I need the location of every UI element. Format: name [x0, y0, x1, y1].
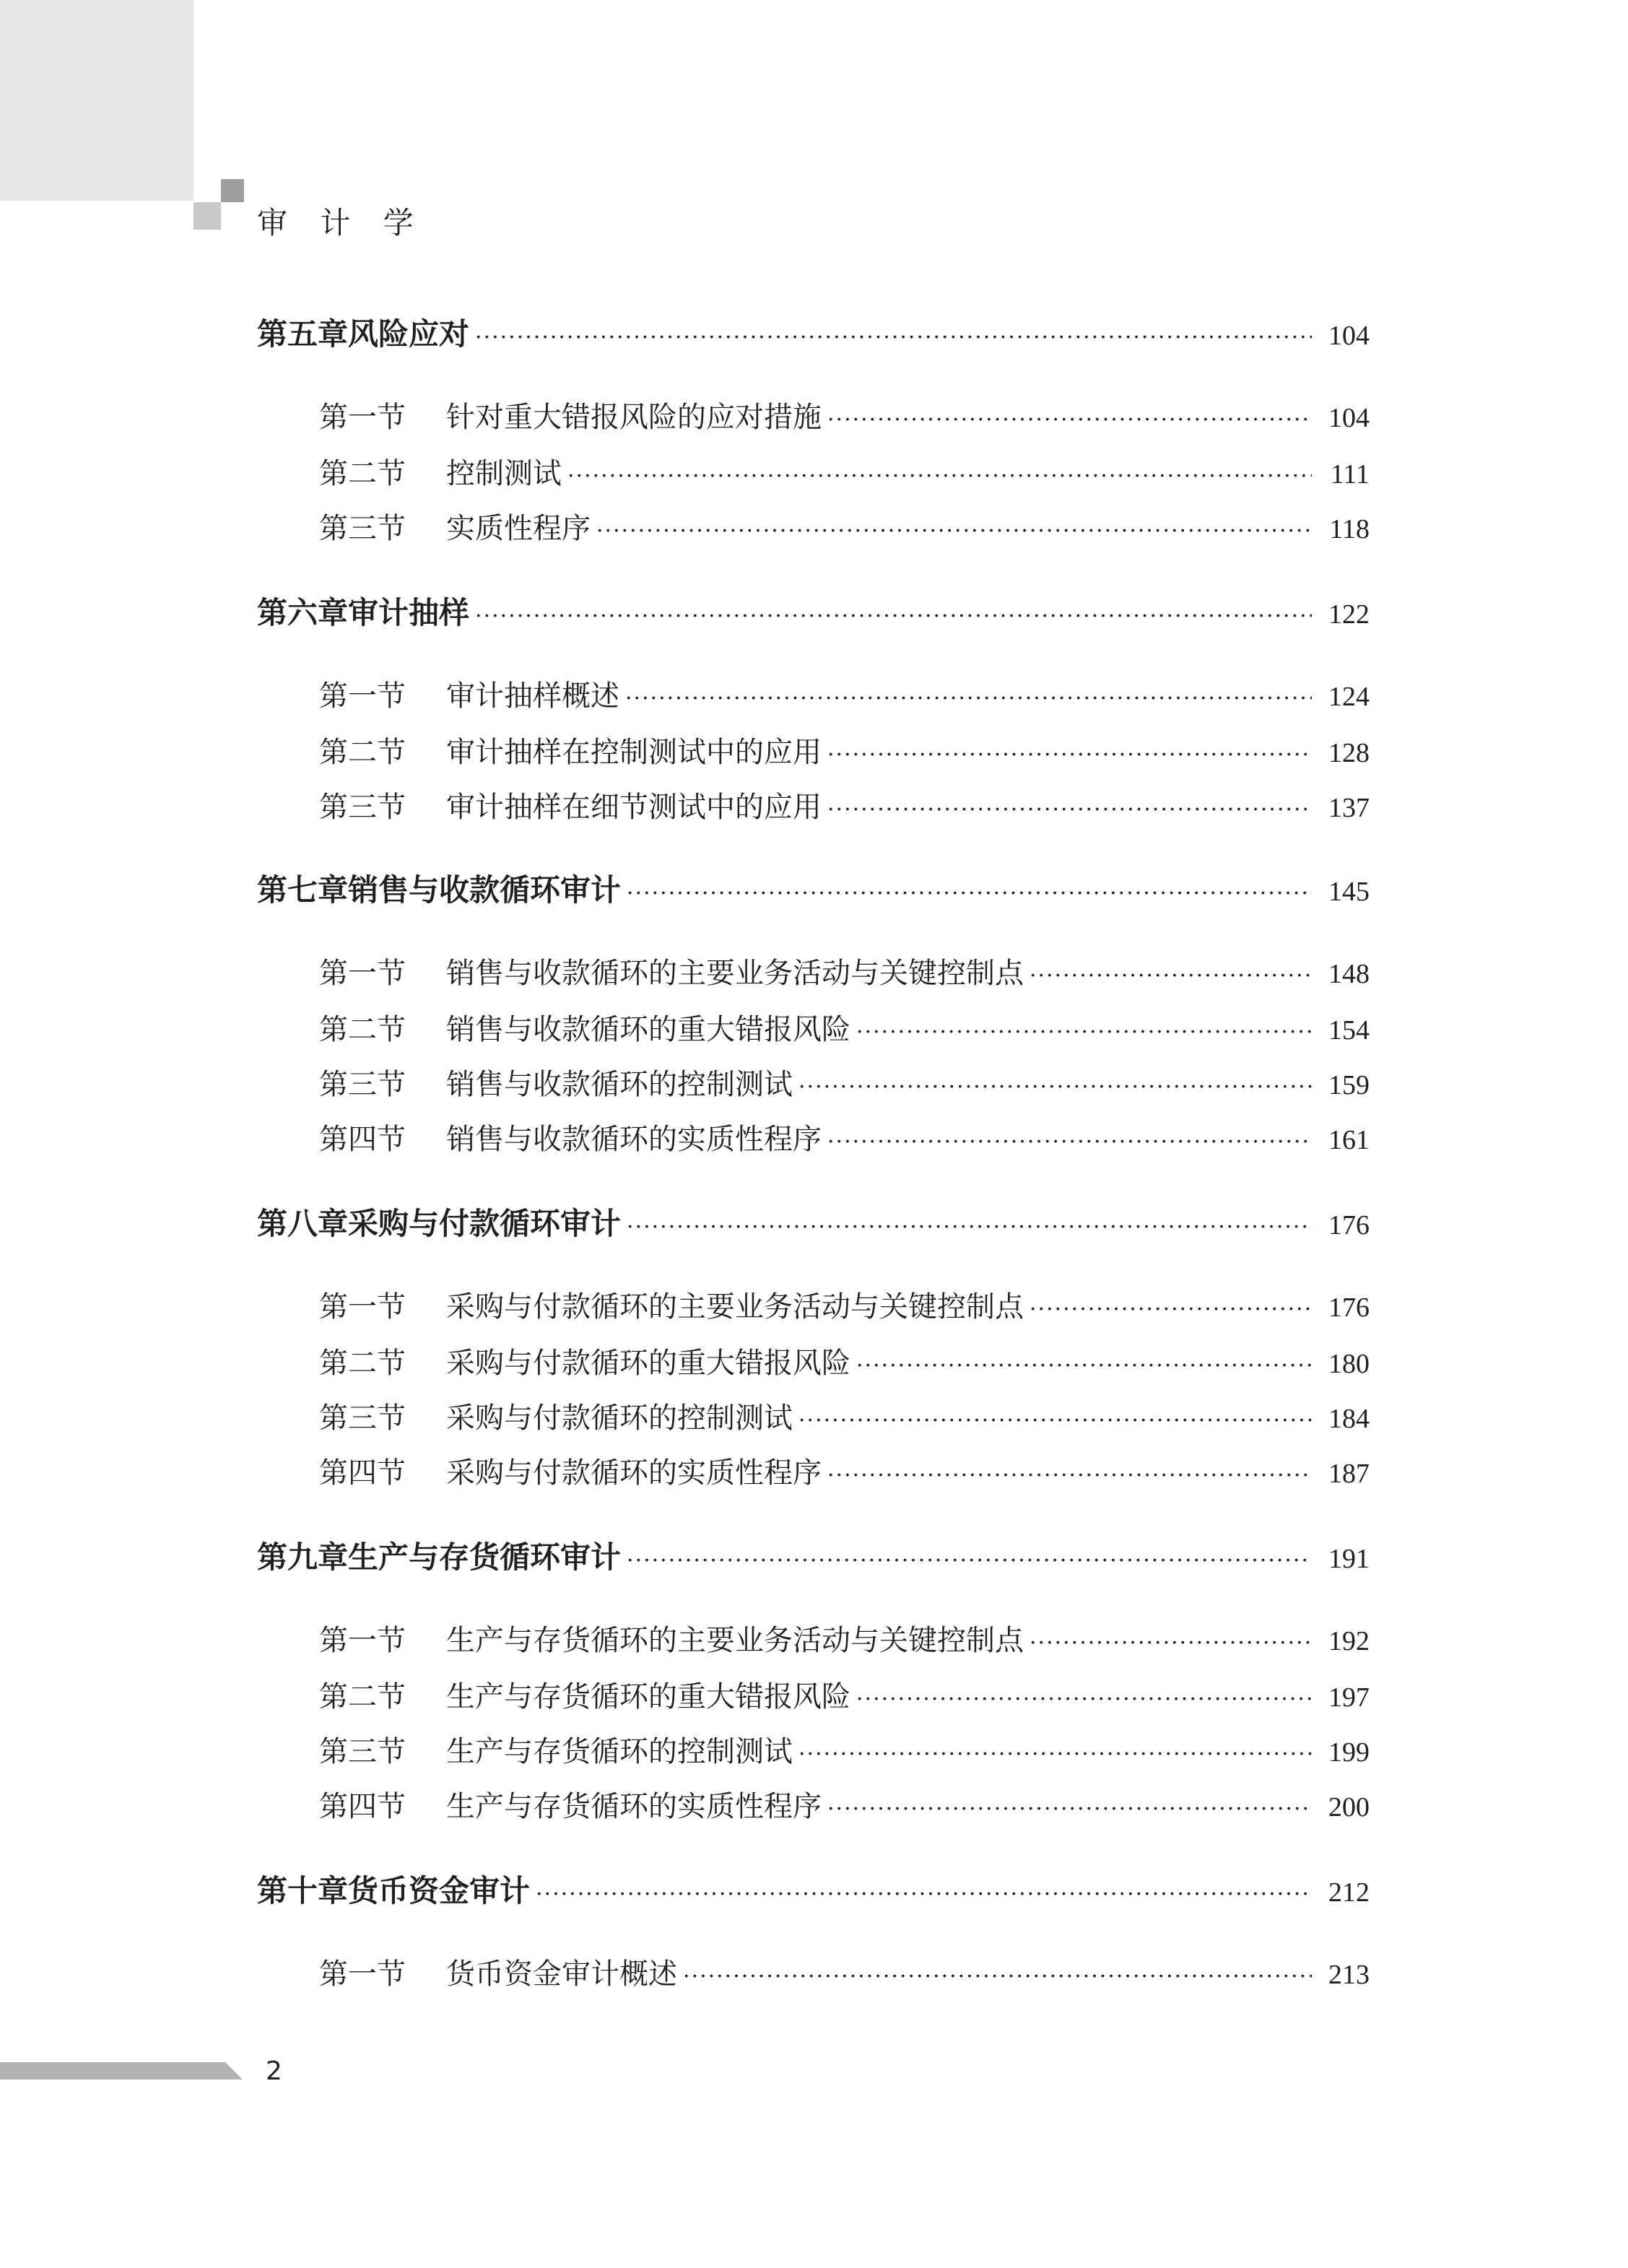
toc-page-number: 197	[1328, 1682, 1370, 1713]
section-number: 第二节	[319, 1013, 406, 1046]
toc-page-number: 212	[1328, 1877, 1370, 1908]
page-number: 2	[266, 2056, 282, 2086]
toc-page-number: 159	[1328, 1070, 1370, 1100]
section-title: 生产与存货循环的实质性程序	[446, 1790, 822, 1823]
toc-section-entry	[319, 451, 1370, 492]
dot-leader	[827, 1796, 1312, 1822]
dot-leader	[798, 1074, 1312, 1100]
toc-chapter-entry	[257, 866, 1370, 910]
section-title: 货币资金审计概述	[446, 1958, 677, 1991]
toc-page-number: 161	[1328, 1125, 1370, 1155]
toc-section-entry	[319, 505, 1370, 547]
dot-leader	[827, 742, 1312, 768]
section-title: 审计抽样在细节测试中的应用	[446, 791, 822, 824]
toc-chapter-entry	[257, 310, 1370, 354]
section-number: 第三节	[319, 1402, 406, 1435]
toc-page-number: 128	[1328, 738, 1370, 768]
toc-page-number: 199	[1328, 1737, 1370, 1768]
toc-section-entry	[319, 1729, 1370, 1770]
dot-leader	[567, 464, 1312, 489]
toc-page-number: 200	[1328, 1792, 1370, 1822]
dot-leader	[827, 407, 1312, 433]
toc-chapter-entry	[257, 1867, 1370, 1911]
section-number: 第一节	[319, 1958, 406, 1991]
toc-section-entry	[319, 784, 1370, 825]
toc-page-number: 137	[1328, 793, 1370, 823]
dot-leader	[475, 325, 1312, 350]
toc-page-number: 145	[1328, 877, 1370, 907]
toc-section-entry	[319, 1007, 1370, 1048]
section-title: 采购与付款循环的重大错报风险	[446, 1347, 850, 1380]
toc-chapter-entry	[257, 1534, 1370, 1577]
toc-page-number: 176	[1328, 1292, 1370, 1323]
toc-page-number: 124	[1328, 682, 1370, 712]
toc-page-number: 111	[1330, 459, 1370, 490]
section-number: 第三节	[319, 1068, 406, 1101]
chapter-title: 风险应对	[348, 316, 470, 352]
toc-page-number: 118	[1329, 514, 1370, 544]
dot-leader	[856, 1353, 1312, 1378]
section-number: 第一节	[319, 401, 406, 434]
dot-leader	[827, 1463, 1312, 1488]
toc-page-number: 122	[1328, 599, 1370, 630]
section-title: 采购与付款循环的主要业务活动与关键控制点	[446, 1290, 1024, 1324]
toc-section-entry	[319, 1617, 1370, 1659]
toc-section-entry	[319, 394, 1370, 435]
toc-section-entry	[319, 1061, 1370, 1103]
section-number: 第四节	[319, 1790, 406, 1823]
section-title: 生产与存货循环的重大错报风险	[446, 1680, 850, 1713]
section-title: 针对重大错报风险的应对措施	[446, 401, 822, 434]
toc-section-entry	[319, 1450, 1370, 1491]
toc-page-number: 192	[1328, 1626, 1370, 1656]
section-number: 第二节	[319, 457, 406, 490]
section-number: 第四节	[319, 1123, 406, 1156]
toc-section-entry	[319, 1783, 1370, 1825]
section-number: 第一节	[319, 1290, 406, 1324]
section-title: 生产与存货循环的控制测试	[446, 1735, 793, 1768]
running-head: 审 计 学	[257, 205, 425, 240]
dot-leader	[798, 1408, 1312, 1433]
chapter-number: 第五章	[257, 316, 349, 352]
toc-page-number: 104	[1328, 403, 1370, 433]
dot-leader	[625, 686, 1312, 711]
toc-page-number: 187	[1328, 1459, 1370, 1489]
dot-leader	[627, 1215, 1312, 1240]
dot-leader	[536, 1882, 1312, 1907]
toc-page-number: 184	[1328, 1404, 1370, 1434]
section-title: 销售与收款循环的实质性程序	[446, 1123, 822, 1156]
dot-leader	[596, 518, 1312, 544]
dot-leader	[1030, 963, 1312, 989]
toc-section-entry	[319, 1951, 1370, 1992]
section-title: 销售与收款循环的控制测试	[446, 1068, 793, 1101]
toc-page-number: 191	[1328, 1544, 1370, 1574]
chapter-title: 生产与存货循环审计	[348, 1539, 622, 1575]
section-title: 实质性程序	[446, 512, 591, 545]
section-title: 生产与存货循环的主要业务活动与关键控制点	[446, 1624, 1024, 1657]
section-title: 销售与收款循环的主要业务活动与关键控制点	[446, 957, 1024, 990]
dot-leader	[1030, 1630, 1312, 1656]
chapter-title: 货币资金审计	[348, 1873, 531, 1908]
section-number: 第三节	[319, 1735, 406, 1768]
section-number: 第三节	[319, 791, 406, 824]
toc-page-number: 148	[1328, 959, 1370, 989]
section-number: 第四节	[319, 1456, 406, 1490]
corner-decoration-square-dark	[221, 179, 244, 202]
footer-bar	[0, 2062, 243, 2080]
toc-page-number: 213	[1328, 1960, 1370, 1990]
section-number: 第一节	[319, 679, 406, 713]
toc-page-number: 154	[1328, 1015, 1370, 1046]
dot-leader	[627, 1548, 1312, 1573]
toc-chapter-entry	[257, 1200, 1370, 1243]
chapter-number: 第九章	[257, 1539, 349, 1575]
dot-leader	[856, 1687, 1312, 1712]
toc-section-entry	[319, 1284, 1370, 1325]
section-title: 审计抽样在控制测试中的应用	[446, 736, 822, 769]
dot-leader	[475, 604, 1312, 629]
chapter-title: 销售与收款循环审计	[348, 872, 622, 908]
section-number: 第一节	[319, 1624, 406, 1657]
corner-decoration-square-light	[193, 202, 221, 230]
corner-decoration-block	[0, 0, 193, 201]
toc-chapter-entry	[257, 589, 1370, 633]
section-title: 销售与收款循环的重大错报风险	[446, 1013, 850, 1046]
toc-section-entry	[319, 1340, 1370, 1381]
dot-leader	[856, 1020, 1312, 1045]
chapter-title: 审计抽样	[348, 595, 470, 630]
section-title: 控制测试	[446, 457, 562, 490]
dot-leader	[627, 881, 1312, 906]
toc-section-entry	[319, 950, 1370, 991]
chapter-number: 第十章	[257, 1873, 349, 1908]
section-number: 第二节	[319, 1680, 406, 1713]
toc-page-number: 176	[1328, 1210, 1370, 1241]
dot-leader	[798, 1742, 1312, 1767]
section-number: 第一节	[319, 957, 406, 990]
toc-page-number: 104	[1328, 321, 1370, 351]
toc-section-entry	[319, 1674, 1370, 1715]
section-number: 第二节	[319, 1347, 406, 1380]
dot-leader	[1030, 1297, 1312, 1322]
dot-leader	[683, 1964, 1312, 1989]
toc-section-entry	[319, 1395, 1370, 1436]
section-title: 审计抽样概述	[446, 679, 619, 713]
section-number: 第二节	[319, 736, 406, 769]
chapter-title: 采购与付款循环审计	[348, 1206, 622, 1241]
toc-page-number: 180	[1328, 1349, 1370, 1379]
chapter-number: 第七章	[257, 872, 349, 908]
dot-leader	[827, 1129, 1312, 1155]
toc-section-entry	[319, 673, 1370, 714]
dot-leader	[827, 797, 1312, 822]
section-number: 第三节	[319, 512, 406, 545]
chapter-number: 第八章	[257, 1206, 349, 1241]
chapter-number: 第六章	[257, 595, 349, 630]
toc-section-entry	[319, 729, 1370, 770]
section-title: 采购与付款循环的控制测试	[446, 1402, 793, 1435]
toc-section-entry	[319, 1116, 1370, 1157]
section-title: 采购与付款循环的实质性程序	[446, 1456, 822, 1490]
